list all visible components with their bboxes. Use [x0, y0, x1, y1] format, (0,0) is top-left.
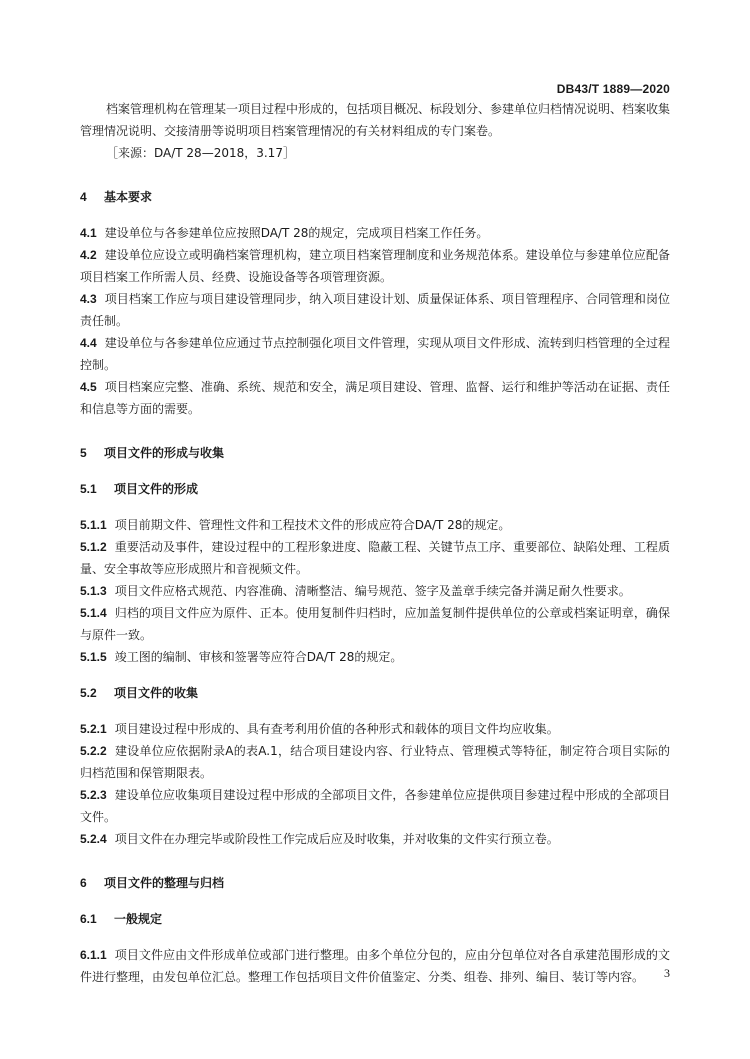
clause-text: 项目文件在办理完毕或阶段性工作完成后应及时收集，并对收集的文件实行预立卷。 [114, 832, 559, 846]
clause-text: 归档的项目文件应为原件、正本。使用复制件归档时，应加盖复制件提供单位的公章或档案证明章，确保与原件一致。 [80, 606, 670, 642]
clause-text: 建设单位应收集项目建设过程中形成的全部项目文件，各参建单位应提供项目参建过程中形成的全部项目文件。 [80, 788, 670, 824]
clause-number: 5.2.4 [80, 832, 107, 846]
clause-text: 建设单位应设立或明确档案管理机构，建立项目档案管理制度和业务规范体系。建设单位与参建单位应配备项目档案工作所需人员、经费、设施设备等各项管理资源。 [80, 248, 670, 284]
clause-number: 4.1 [80, 226, 97, 240]
clause-number: 5.2.1 [80, 722, 107, 736]
clause-text: 项目文件应由文件形成单位或部门进行整理。由多个单位分包的，应由分包单位对各自承建范围形成的文件进行整理，由发包单位汇总。整理工作包括项目文件价值鉴定、分类、组卷、排列、编目、装订等内容。 [80, 948, 670, 984]
clause-5-2-1 [80, 718, 670, 740]
page-number: 3 [664, 966, 670, 980]
clause-5-2-4 [80, 828, 670, 850]
clause-text: 项目档案应完整、准确、系统、规范和安全，满足项目建设、管理、监督、运行和维护等活动在证据、责任和信息等方面的需要。 [80, 380, 670, 416]
clause-4-3 [80, 288, 670, 332]
clause-4-1 [80, 222, 670, 244]
clause-text: 建设单位与各参建单位应通过节点控制强化项目文件管理，实现从项目文件形成、流转到归档管理的全过程控制。 [80, 336, 670, 372]
standard-code-header: DB43/T 1889—2020 [556, 82, 670, 96]
clause-4-2 [80, 244, 670, 288]
clause-number: 5.2.2 [80, 744, 107, 758]
clause-number: 5.1.4 [80, 606, 107, 620]
clause-text: 项目文件应格式规范、内容准确、清晰整洁、编号规范、签字及盖章手续完备并满足耐久性要求。 [114, 584, 631, 598]
subsection-title: 一般规定 [114, 912, 163, 926]
clause-4-4 [80, 332, 670, 376]
clause-number: 4.4 [80, 336, 97, 350]
clause-5-1-2 [80, 536, 670, 580]
clause-text: 竣工图的编制、审核和签署等应符合DA/T 28的规定。 [114, 650, 403, 664]
section-title: 基本要求 [104, 190, 153, 204]
source-reference: ［来源：DA/T 28—2018，3.17］ [106, 146, 295, 160]
clause-5-1-4 [80, 602, 670, 646]
section-number: 5 [80, 446, 87, 460]
clause-5-2-3 [80, 784, 670, 828]
subsection-number: 5.2 [80, 686, 97, 700]
clause-number: 5.1.3 [80, 584, 107, 598]
clause-number: 4.5 [80, 380, 97, 394]
clause-number: 5.1.1 [80, 518, 107, 532]
clause-4-5 [80, 376, 670, 420]
subsection-number: 5.1 [80, 482, 97, 496]
clause-number: 5.1.2 [80, 540, 107, 554]
clause-text: 建设单位应依据附录A的表A.1，结合项目建设内容、行业特点、管理模式等特征，制定符合项目实际的归档范围和保管期限表。 [80, 744, 670, 780]
clause-5-1-1 [80, 514, 670, 536]
clause-number: 5.1.5 [80, 650, 107, 664]
subsection-5-1-heading [80, 478, 670, 500]
subsection-5-2-heading [80, 682, 670, 704]
clause-text: 项目建设过程中形成的、具有查考利用价值的各种形式和载体的项目文件均应收集。 [114, 722, 559, 736]
subsection-title: 项目文件的收集 [114, 686, 199, 700]
clause-text: 项目档案工作应与项目建设管理同步，纳入项目建设计划、质量保证体系、项目管理程序、合同管理和岗位责任制。 [80, 292, 670, 328]
subsection-number: 6.1 [80, 912, 97, 926]
clause-5-1-5 [80, 646, 670, 668]
section-6-heading [80, 872, 670, 894]
clause-text: 项目前期文件、管理性文件和工程技术文件的形成应符合DA/T 28的规定。 [114, 518, 511, 532]
intro-paragraph: 档案管理机构在管理某一项目过程中形成的，包括项目概况、标段划分、参建单位归档情况说明、档案收集管理情况说明、交接清册等说明项目档案管理情况的有关材料组成的专门案卷。 [80, 102, 671, 138]
clause-number: 4.3 [80, 292, 97, 306]
clause-number: 4.2 [80, 248, 97, 262]
clause-number: 5.2.3 [80, 788, 107, 802]
section-4-heading [80, 186, 670, 208]
section-5-heading [80, 442, 670, 464]
clause-number: 6.1.1 [80, 948, 107, 962]
subsection-title: 项目文件的形成 [114, 482, 199, 496]
clause-text: 建设单位与各参建单位应按照DA/T 28的规定，完成项目档案工作任务。 [104, 226, 489, 240]
section-number: 4 [80, 190, 87, 204]
clause-5-2-2 [80, 740, 670, 784]
section-number: 6 [80, 876, 87, 890]
clause-6-1-1 [80, 944, 670, 988]
clause-5-1-3 [80, 580, 670, 602]
subsection-6-1-heading [80, 908, 670, 930]
section-title: 项目文件的整理与归档 [104, 876, 225, 890]
document-body [80, 98, 670, 988]
clause-text: 重要活动及事件，建设过程中的工程形象进度、隐蔽工程、关键节点工序、重要部位、缺陷处理、工程质量、安全事故等应形成照片和音视频文件。 [80, 540, 670, 576]
section-title: 项目文件的形成与收集 [104, 446, 225, 460]
